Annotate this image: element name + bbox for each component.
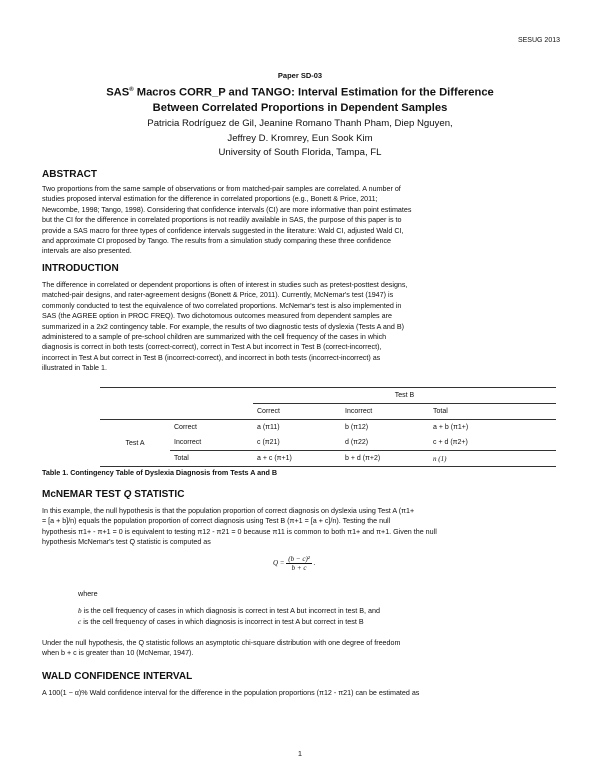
formula-fraction xyxy=(286,555,312,572)
page-number: 1 xyxy=(297,749,303,758)
table-cell: b + d (π+2) xyxy=(345,455,381,462)
table-corner xyxy=(170,388,253,404)
row-label-total: Total xyxy=(174,455,189,462)
mcnemar-heading-q: Q xyxy=(123,489,132,500)
abstract-line: studies proposed interval estimation for the difference in correlated proportions (e.g., Bonett & Price, 2011; xyxy=(42,195,378,204)
table-cell: b (π12) xyxy=(345,424,369,431)
title-prefix: SAS xyxy=(106,86,130,99)
abstract-line: but the CI for the difference in correlated proportions is not readily available in SAS, the purpose of this paper is to xyxy=(42,216,402,225)
table-blank xyxy=(170,404,253,420)
intro-line: matched-pair designs, and rater-agreement designs (Bonett & Price, 2011). Currently, McNemar's test (1947) is xyxy=(42,291,394,300)
table-blank xyxy=(100,404,170,420)
def-b-text: is the cell frequency of cases in which diagnosis is correct in test A but incorrect in test B, and xyxy=(81,606,381,615)
intro-line: diagnosis is correct in both tests (correct-correct), correct in Test A but incorrect in Test B (correct-incorrect), xyxy=(42,343,382,352)
running-header: SESUG 2013 xyxy=(517,37,560,44)
abstract-line: intervals are also presented. xyxy=(42,247,132,256)
mcnemar-after-text xyxy=(42,638,558,659)
mcnemar-after-line: Under the null hypothesis, the Q statistic follows an asymptotic chi-square distribution with one degree of freedom xyxy=(42,639,401,647)
intro-line: SAS (the AGREE option in PROC FREQ). Two dichotomous outcomes measured from dependent samples are xyxy=(42,312,392,321)
wald-line: A 100(1 − α)% Wald confidence interval for the difference in the population proportions (π12 - π21) can be estimated as xyxy=(42,689,420,697)
authors-line-1: Patricia Rodríguez de Gil, Jeanine Romano Thanh Pham, Diep Nguyen, xyxy=(147,118,453,129)
var-b: b xyxy=(78,607,82,615)
definition-c xyxy=(78,617,364,626)
intro-line: summarized in a 2x2 contingency table. For example, the results of two diagnostic tests of dyslexia (Tests A and B) xyxy=(42,322,404,331)
abstract-heading: ABSTRACT xyxy=(42,169,97,180)
wald-heading: WALD CONFIDENCE INTERVAL xyxy=(42,671,193,682)
row-label-incorrect: Incorrect xyxy=(174,439,202,446)
table-caption: Table 1. Contingency Table of Dyslexia Diagnosis from Tests A and B xyxy=(42,468,278,477)
title-line-1: Macros CORR_P and TANGO: Interval Estimation for the Difference xyxy=(133,86,494,99)
intro-line: illustrated in Table 1. xyxy=(42,364,107,373)
test-b-header: Test B xyxy=(253,388,556,404)
mcnemar-line: hypothesis π1+ - π+1 = 0 is equivalent to testing π12 - π21 = 0 because π11 is common to both π1+ and π+1. Given the null xyxy=(42,527,437,536)
authors-line-2: Jeffrey D. Kromrey, Eun Sook Kim xyxy=(227,132,373,144)
formula-lhs: Q = xyxy=(273,559,287,568)
introduction-text xyxy=(42,280,558,374)
abstract-line: provide a SAS macro for three types of confidence intervals suggested in the literature: Wald CI, adjusted Wald CI, xyxy=(42,226,404,235)
wald-text xyxy=(42,688,558,698)
mcnemar-line: = [a + b]/n) equals the population proportion of correct diagnosis using Test B (π+1 = [a + c]/n). Testing the null xyxy=(42,517,391,526)
formula-end: . xyxy=(313,559,316,568)
mcnemar-heading xyxy=(42,489,184,500)
intro-line: The difference in correlated or dependent proportions is often of interest in studies such as pretest-posttest designs, xyxy=(42,281,408,289)
introduction-heading: INTRODUCTION xyxy=(42,263,119,274)
abstract-text xyxy=(42,184,558,257)
table-cell: n (1) xyxy=(433,454,447,463)
mcnemar-line: hypothesis McNemar's test Q statistic is computed as xyxy=(42,538,211,547)
var-c: c xyxy=(78,618,82,626)
table-cell: c (π21) xyxy=(257,439,280,446)
test-a-header: Test A xyxy=(100,420,170,467)
col-header-total: Total xyxy=(433,408,448,415)
table-cell: a + c (π+1) xyxy=(257,455,292,462)
formula-numerator: (b − c)² xyxy=(288,555,310,563)
abstract-line: Two proportions from the same sample of observations or from matched-pair samples are correlated. A number of xyxy=(42,185,401,193)
paper-title xyxy=(60,83,540,116)
registered-mark: ® xyxy=(129,87,134,93)
mcnemar-line: In this example, the null hypothesis is that the population proportion of correct diagnosis on dyslexia using Test A (π1+ xyxy=(42,507,415,515)
affiliation: University of South Florida, Tampa, FL xyxy=(218,147,382,158)
author-block xyxy=(60,117,540,161)
where-label: where xyxy=(78,589,98,598)
table-cell: a (π11) xyxy=(257,424,280,431)
intro-line: incorrect in Test A but correct in Test B (incorrect-correct), and incorrect in both tests (incorrect-incorrect) as xyxy=(42,353,381,362)
table-cell: c + d (π2+) xyxy=(433,439,468,446)
mcnemar-heading-suffix: STATISTIC xyxy=(131,489,185,500)
table-corner xyxy=(100,388,170,404)
table-cell: a + b (π1+) xyxy=(433,424,469,431)
formula-denominator: b + c xyxy=(291,564,307,572)
mcnemar-text xyxy=(42,506,558,548)
paper-number: Paper SD-03 xyxy=(277,71,323,80)
col-header-correct: Correct xyxy=(257,408,280,415)
mcnemar-after-line: when b + c is greater than 10 (McNemar, 1947). xyxy=(42,649,194,658)
mcnemar-heading-prefix: McNEMAR TEST xyxy=(42,489,124,500)
title-line-2: Between Correlated Proportions in Dependent Samples xyxy=(152,101,448,114)
table-cell: d (π22) xyxy=(345,439,369,446)
row-label-correct: Correct xyxy=(174,424,197,431)
abstract-line: Newcombe, 1998; Tango, 1998). Considering that confidence intervals (CI) are more informative than point estimates xyxy=(42,205,412,214)
intro-line: commonly conducted to test the equivalence of two correlated proportions. McNemar's test is also implemented in xyxy=(42,301,402,310)
q-statistic-formula xyxy=(273,555,315,572)
definition-b xyxy=(78,606,380,615)
col-header-incorrect: Incorrect xyxy=(345,408,373,415)
abstract-line: and approximate CI proposed by Tango. The results from a simulation study comparing these three confidence xyxy=(42,237,392,246)
intro-line: administered to a sample of pre-school children are summarized with the cell frequency of the cases in which xyxy=(42,333,387,342)
def-c-text: is the cell frequency of cases in which diagnosis is incorrect in test A but correct in test B xyxy=(81,617,364,626)
contingency-table xyxy=(100,387,556,467)
